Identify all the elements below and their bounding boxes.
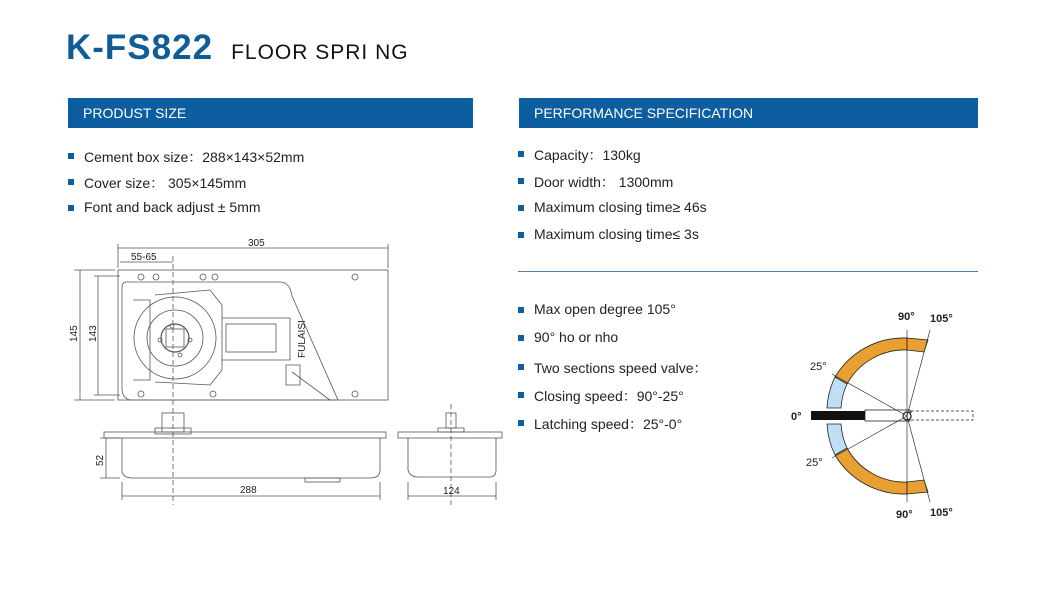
dimension-55-65: 55-65 [131, 252, 157, 263]
list-item: 90° ho or nho [518, 329, 708, 358]
door-leaf-outline [911, 411, 973, 420]
dimension-52: 52 [95, 454, 106, 466]
list-item: Capacity：130kg [518, 145, 707, 172]
list-item: Door width： 1300mm [518, 172, 707, 199]
list-item: Max open degree 105° [518, 301, 708, 329]
list-item: Font and back adjust ± 5mm [68, 199, 304, 225]
angle-label-25-bottom: 25° [806, 457, 823, 469]
dimension-305: 305 [248, 238, 265, 249]
cover-plate-outline [118, 270, 388, 400]
spindle-housing [134, 297, 216, 379]
brand-mark: FULAISI [297, 320, 308, 358]
performance-header: PERFORMANCE SPECIFICATION [519, 98, 978, 128]
end-cover-plate [398, 432, 502, 438]
spring-arm [226, 324, 276, 352]
list-item: Cover size： 305×145mm [68, 173, 304, 199]
angle-label-25-top: 25° [810, 361, 827, 373]
angle-label-105-top: 105° [930, 313, 953, 325]
angle-label-105-bottom: 105° [930, 507, 953, 519]
product-type: FLOOR SPRI NG [231, 41, 409, 64]
closing-zone-lower [835, 448, 907, 494]
opening-angle-diagram [780, 300, 980, 530]
model-number: K-FS822 [66, 28, 214, 67]
angle-label-90-top: 90° [898, 311, 915, 323]
end-box-outline [408, 438, 496, 477]
list-item: Maximum closing time≤ 3s [518, 226, 707, 253]
floor-spring-technical-drawing [0, 0, 520, 589]
dimension-145: 145 [69, 325, 80, 342]
list-item: Two sections speed valve： [518, 358, 708, 386]
list-item: Latching speed：25°-0° [518, 414, 708, 442]
list-item: Cement box size：288×143×52mm [68, 147, 304, 173]
angle-label-90-bottom: 90° [896, 509, 913, 521]
dimension-124: 124 [443, 486, 460, 497]
product-size-header: PRODUST SIZE [68, 98, 473, 128]
list-item: Maximum closing time≥ 46s [518, 199, 707, 226]
closing-zone-upper [835, 338, 907, 384]
dimension-143: 143 [88, 325, 99, 342]
section-divider [518, 271, 978, 272]
performance-list [518, 145, 707, 253]
angle-label-0: 0° [791, 411, 802, 423]
side-box-outline [122, 438, 380, 478]
list-item: Closing speed：90°-25° [518, 386, 708, 414]
angle-spec-list [518, 301, 708, 442]
dimension-288: 288 [240, 485, 257, 496]
side-cover-plate [104, 432, 386, 438]
